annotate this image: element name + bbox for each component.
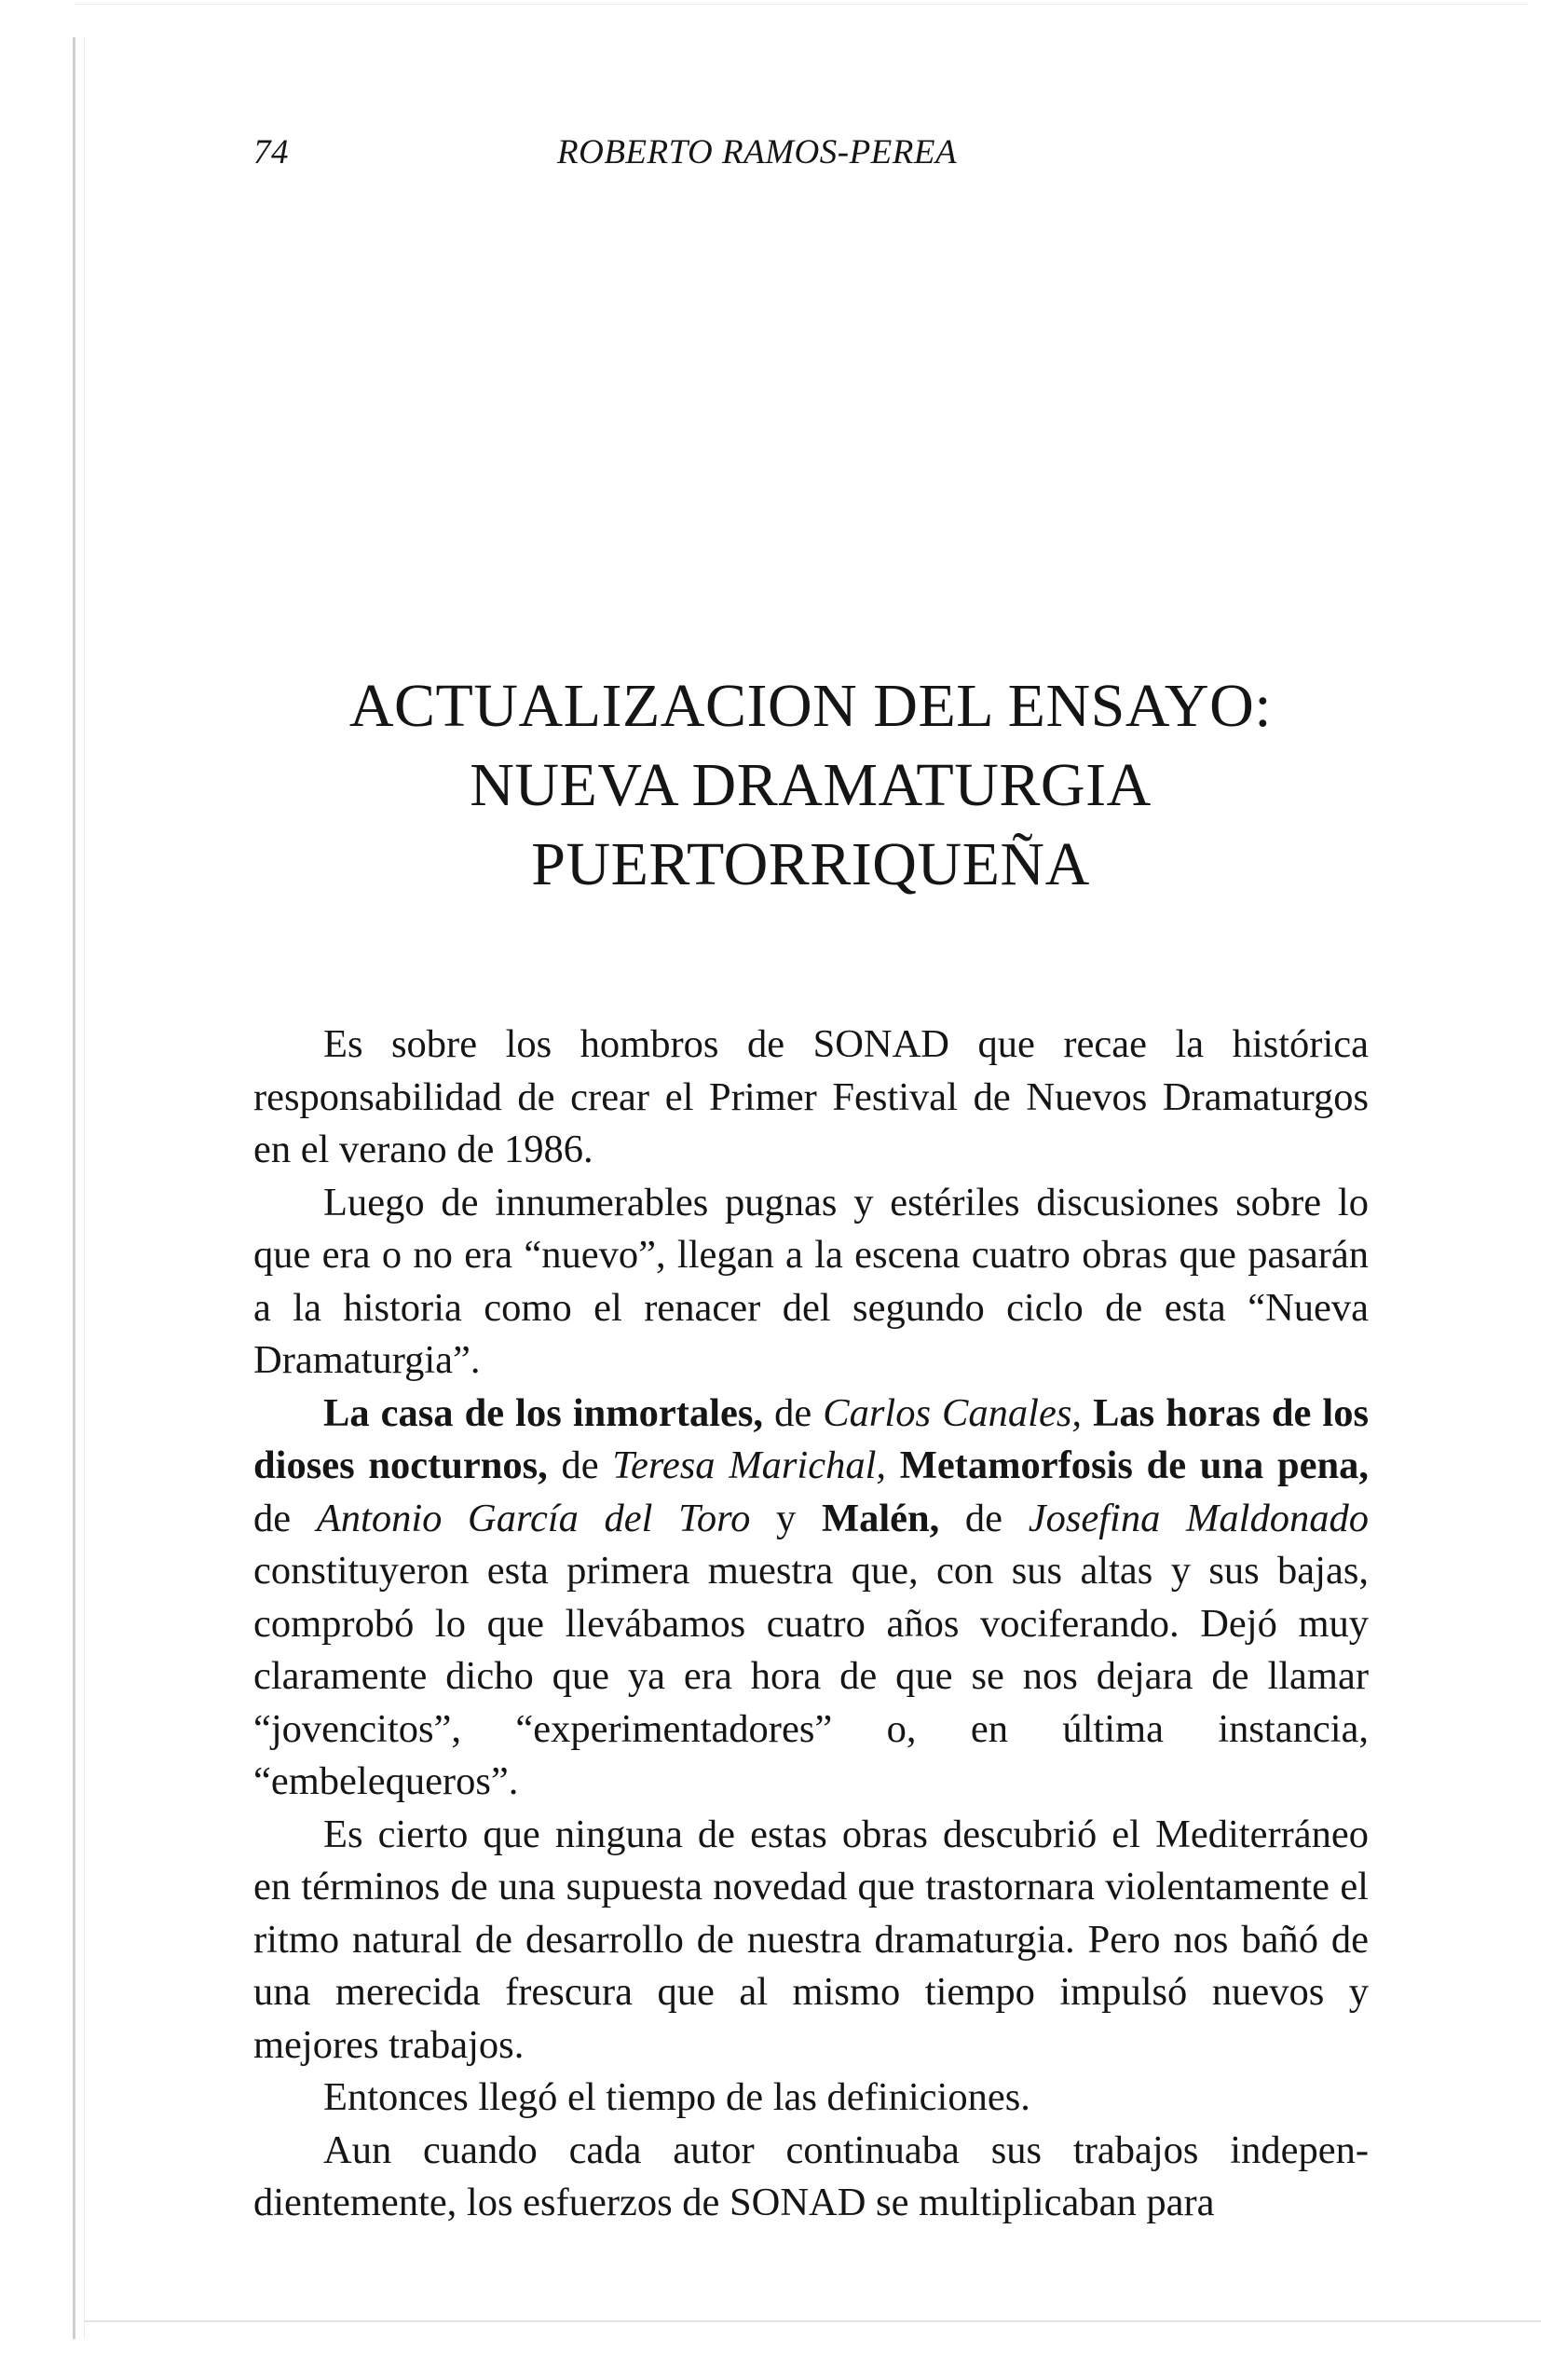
book-spine-shadow <box>73 37 75 2339</box>
paragraph-3 <box>253 1388 1369 1809</box>
text-run: de <box>763 1390 824 1435</box>
text-run <box>886 1443 900 1487</box>
text-run: y <box>750 1496 822 1540</box>
paragraph-6: Aun cuando cada autor continuaba sus trabajos independientemente, los esfuerzos de SONAD se multiplicaban para <box>253 2127 1369 2224</box>
work-title-3: Metamorfosis de una pena, <box>899 1443 1369 1487</box>
page-number: 74 <box>253 133 289 171</box>
author-name-4: Josefina Maldonado <box>1028 1496 1369 1540</box>
running-head: ROBERTO RAMOS-PEREA <box>557 133 958 171</box>
page-top-edge <box>75 4 1528 5</box>
text-run: de <box>253 1496 317 1540</box>
work-title-4: Malén, <box>821 1496 940 1540</box>
body-text <box>253 1019 1369 2230</box>
chapter-title-line-3: PUERTORRIQUEÑA <box>531 830 1090 898</box>
chapter-title <box>252 666 1370 904</box>
page-bottom-edge <box>84 2320 1541 2322</box>
text-run <box>1082 1391 1093 1435</box>
chapter-title-line-2: NUEVA DRAMATURGIA <box>470 751 1152 819</box>
page-header <box>0 132 1541 179</box>
work-title-2: Las horas de los dioses nocturnos, <box>253 1390 1370 1487</box>
text-run: de <box>939 1496 1029 1540</box>
author-name-2: Teresa Marichal, <box>612 1443 886 1487</box>
paragraph-5: Entonces llegó el tiempo de las definiciones. <box>323 2075 1030 2119</box>
book-spine-line <box>84 37 85 2339</box>
author-name-1: Carlos Canales, <box>823 1390 1082 1435</box>
text-run: de <box>547 1443 613 1487</box>
text-run: constituyeron esta primera muestra que, con sus altas y sus bajas, comprobó lo que llevábamos cuatro años vociferando. Dejó muy claramente dicho que ya era hora de que se nos dejara de llamar “jovencitos”, “experimentadores” o, en última instancia, “embelequeros”. <box>253 1549 1369 1803</box>
paragraph-1: Es sobre los hombros de SONAD que recae la histórica responsabilidad de crear el Primer Festival de Nuevos Dramaturgos en el verano de 1986. <box>253 1022 1369 1171</box>
paragraph-4: Es cierto que ninguna de estas obras descubrió el Mediterráneo en términos de una supuesta novedad que trastornara violentamente el ritmo natural de desarrollo de nuestra dramaturgia. Pero nos bañó de una merecida frescura que al mismo tiempo impulsó nuevos y mejores trabajos. <box>253 1812 1369 2067</box>
work-title-1: La casa de los inmortales, <box>323 1390 764 1435</box>
paragraph-2: Luego de innumerables pugnas y estériles discusiones sobre lo que era o no era “nuevo”, llegan a la escena cuatro obras que pasarán a la historia como el renacer del segundo ciclo de esta “Nueva Dramaturgia”. <box>253 1180 1369 1382</box>
author-name-3: Antonio García del Toro <box>316 1496 751 1540</box>
chapter-title-line-1: ACTUALIZACION DEL ENSAYO: <box>348 672 1273 740</box>
